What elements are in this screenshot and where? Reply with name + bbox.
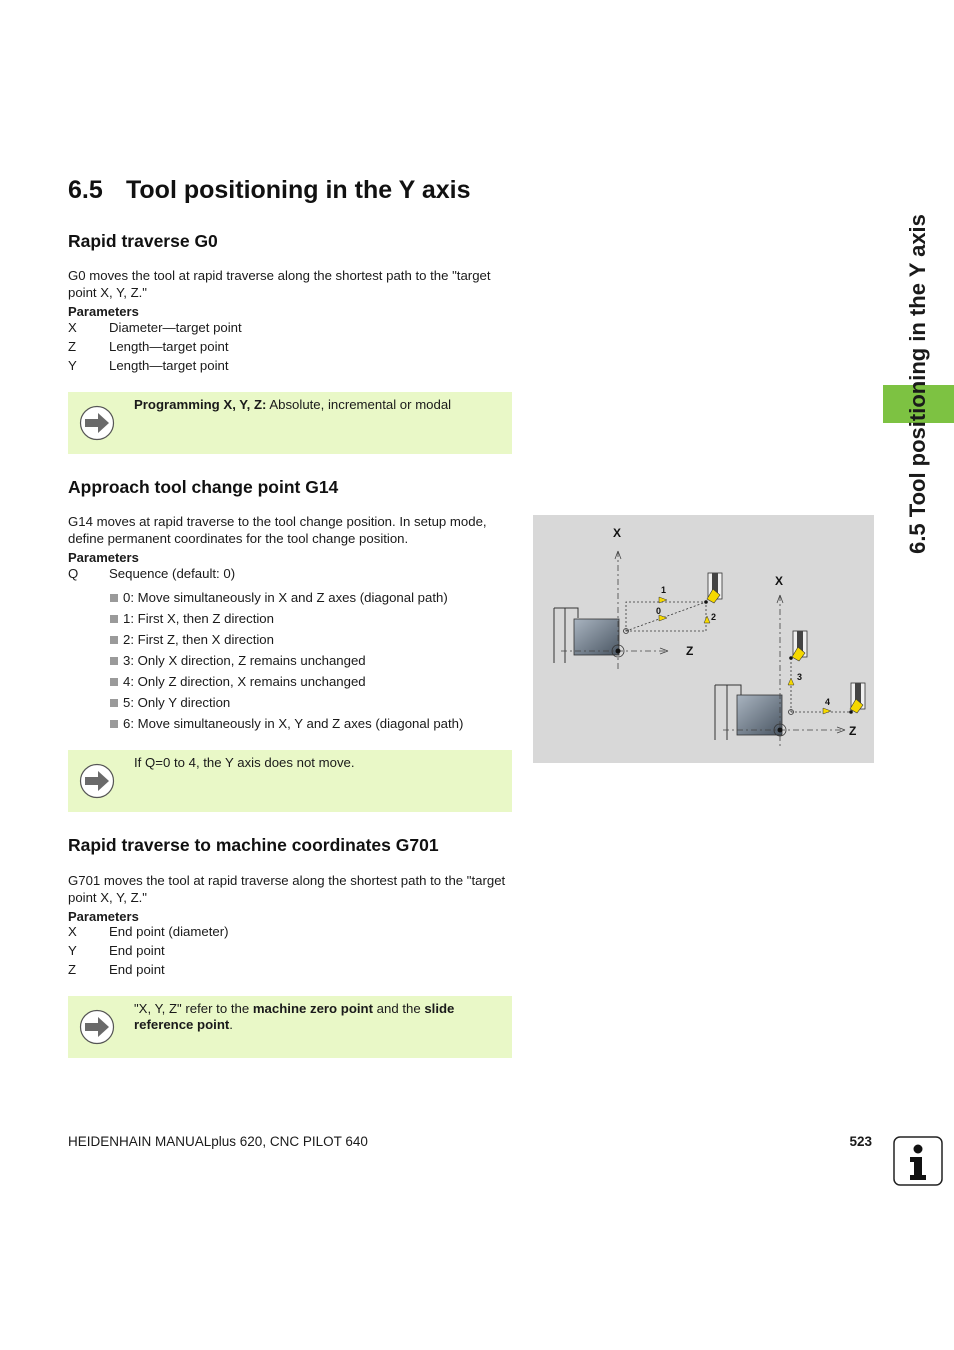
list-item: 0: Move simultaneously in X and Z axes (diagonal path) — [110, 587, 463, 608]
svg-text:2: 2 — [711, 612, 717, 622]
g0-description: G0 moves the tool at rapid traverse along the shortest path to the "target point X, Y, Z." — [68, 268, 491, 300]
bottom-x-axis-label: X — [775, 574, 784, 588]
bullet-square-icon — [110, 678, 118, 686]
workpiece — [737, 695, 782, 735]
parameter-row: Z End point — [68, 962, 165, 977]
g14-option-list — [110, 587, 463, 734]
tool-path-figure — [533, 515, 874, 763]
bullet-square-icon — [110, 636, 118, 644]
g14-parameter-list — [68, 564, 235, 583]
page-number: 523 — [849, 1134, 872, 1149]
list-item: 3: Only X direction, Z remains unchanged — [110, 650, 463, 671]
parameter-row: X End point (diameter) — [68, 924, 229, 939]
bullet-square-icon — [110, 615, 118, 623]
chapter-sidebar — [883, 172, 953, 596]
sidebar-title: 6.5 Tool positioning in the Y axis — [905, 214, 930, 554]
bottom-z-axis-label: Z — [849, 724, 857, 738]
svg-text:4: 4 — [825, 697, 831, 707]
g14-description: G14 moves at rapid traverse to the tool change position. In setup mode, define permanent coordinates for the tool change position. — [68, 514, 487, 546]
list-item: 5: Only Y direction — [110, 692, 463, 713]
top-diagram — [554, 526, 722, 670]
g14-parameters-label: Parameters — [68, 550, 139, 565]
page-title — [68, 176, 470, 205]
g14-note-text: If Q=0 to 4, the Y axis does not move. — [134, 755, 355, 770]
tool-holder-icon — [792, 631, 807, 661]
parameter-row: Q Sequence (default: 0) — [68, 566, 236, 581]
g0-note-text: Programming X, Y, Z: Absolute, incremental or modal — [134, 397, 452, 412]
parameter-row: Y Length—target point — [68, 358, 229, 373]
svg-text:1: 1 — [661, 585, 667, 595]
list-item: 4: Only Z direction, X remains unchanged — [110, 671, 463, 692]
note-arrow-icon — [79, 405, 115, 441]
list-item: 6: Move simultaneously in X, Y and Z axes (diagonal path) — [110, 713, 463, 734]
heading-rapid-traverse-g0: Rapid traverse G0 — [68, 231, 218, 251]
tool-holder-icon — [707, 573, 722, 603]
g701-note-text: "X, Y, Z" refer to the machine zero point and the slide reference point. — [134, 1001, 455, 1032]
bullet-square-icon — [110, 720, 118, 728]
g701-parameter-list — [68, 922, 228, 979]
tool-change-diagram — [533, 515, 874, 763]
bottom-diagram — [715, 574, 865, 747]
heading-approach-tool-change-g14: Approach tool change point G14 — [68, 477, 339, 497]
bullet-square-icon — [110, 657, 118, 665]
g0-parameter-list — [68, 318, 242, 375]
top-z-axis-label: Z — [686, 644, 694, 658]
parameter-row: Z Length—target point — [68, 339, 229, 354]
section-number: 6.5 — [68, 176, 103, 204]
g701-description: G701 moves the tool at rapid traverse along the shortest path to the "target point X, Y, Z." — [68, 873, 506, 905]
note-arrow-icon — [79, 763, 115, 799]
parameter-row: Y End point — [68, 943, 165, 958]
bullet-square-icon — [110, 699, 118, 707]
list-item: 2: First Z, then X direction — [110, 629, 463, 650]
g701-note-box — [68, 996, 512, 1058]
info-icon — [893, 1136, 943, 1186]
tool-holder-icon — [850, 683, 865, 713]
footer-product: HEIDENHAIN MANUALplus 620, CNC PILOT 640 — [68, 1134, 368, 1149]
top-x-axis-label: X — [613, 526, 622, 540]
g701-parameters-label: Parameters — [68, 909, 139, 924]
g14-note-box — [68, 750, 512, 812]
note-arrow-icon — [79, 1009, 115, 1045]
svg-text:0: 0 — [656, 606, 662, 616]
svg-text:3: 3 — [797, 672, 803, 682]
list-item: 1: First X, then Z direction — [110, 608, 463, 629]
g0-parameters-label: Parameters — [68, 304, 139, 319]
section-title: Tool positioning in the Y axis — [126, 176, 471, 204]
bullet-square-icon — [110, 594, 118, 602]
parameter-row: X Diameter—target point — [68, 320, 242, 335]
heading-rapid-traverse-g701: Rapid traverse to machine coordinates G701 — [68, 835, 439, 855]
g0-note-box — [68, 392, 512, 454]
